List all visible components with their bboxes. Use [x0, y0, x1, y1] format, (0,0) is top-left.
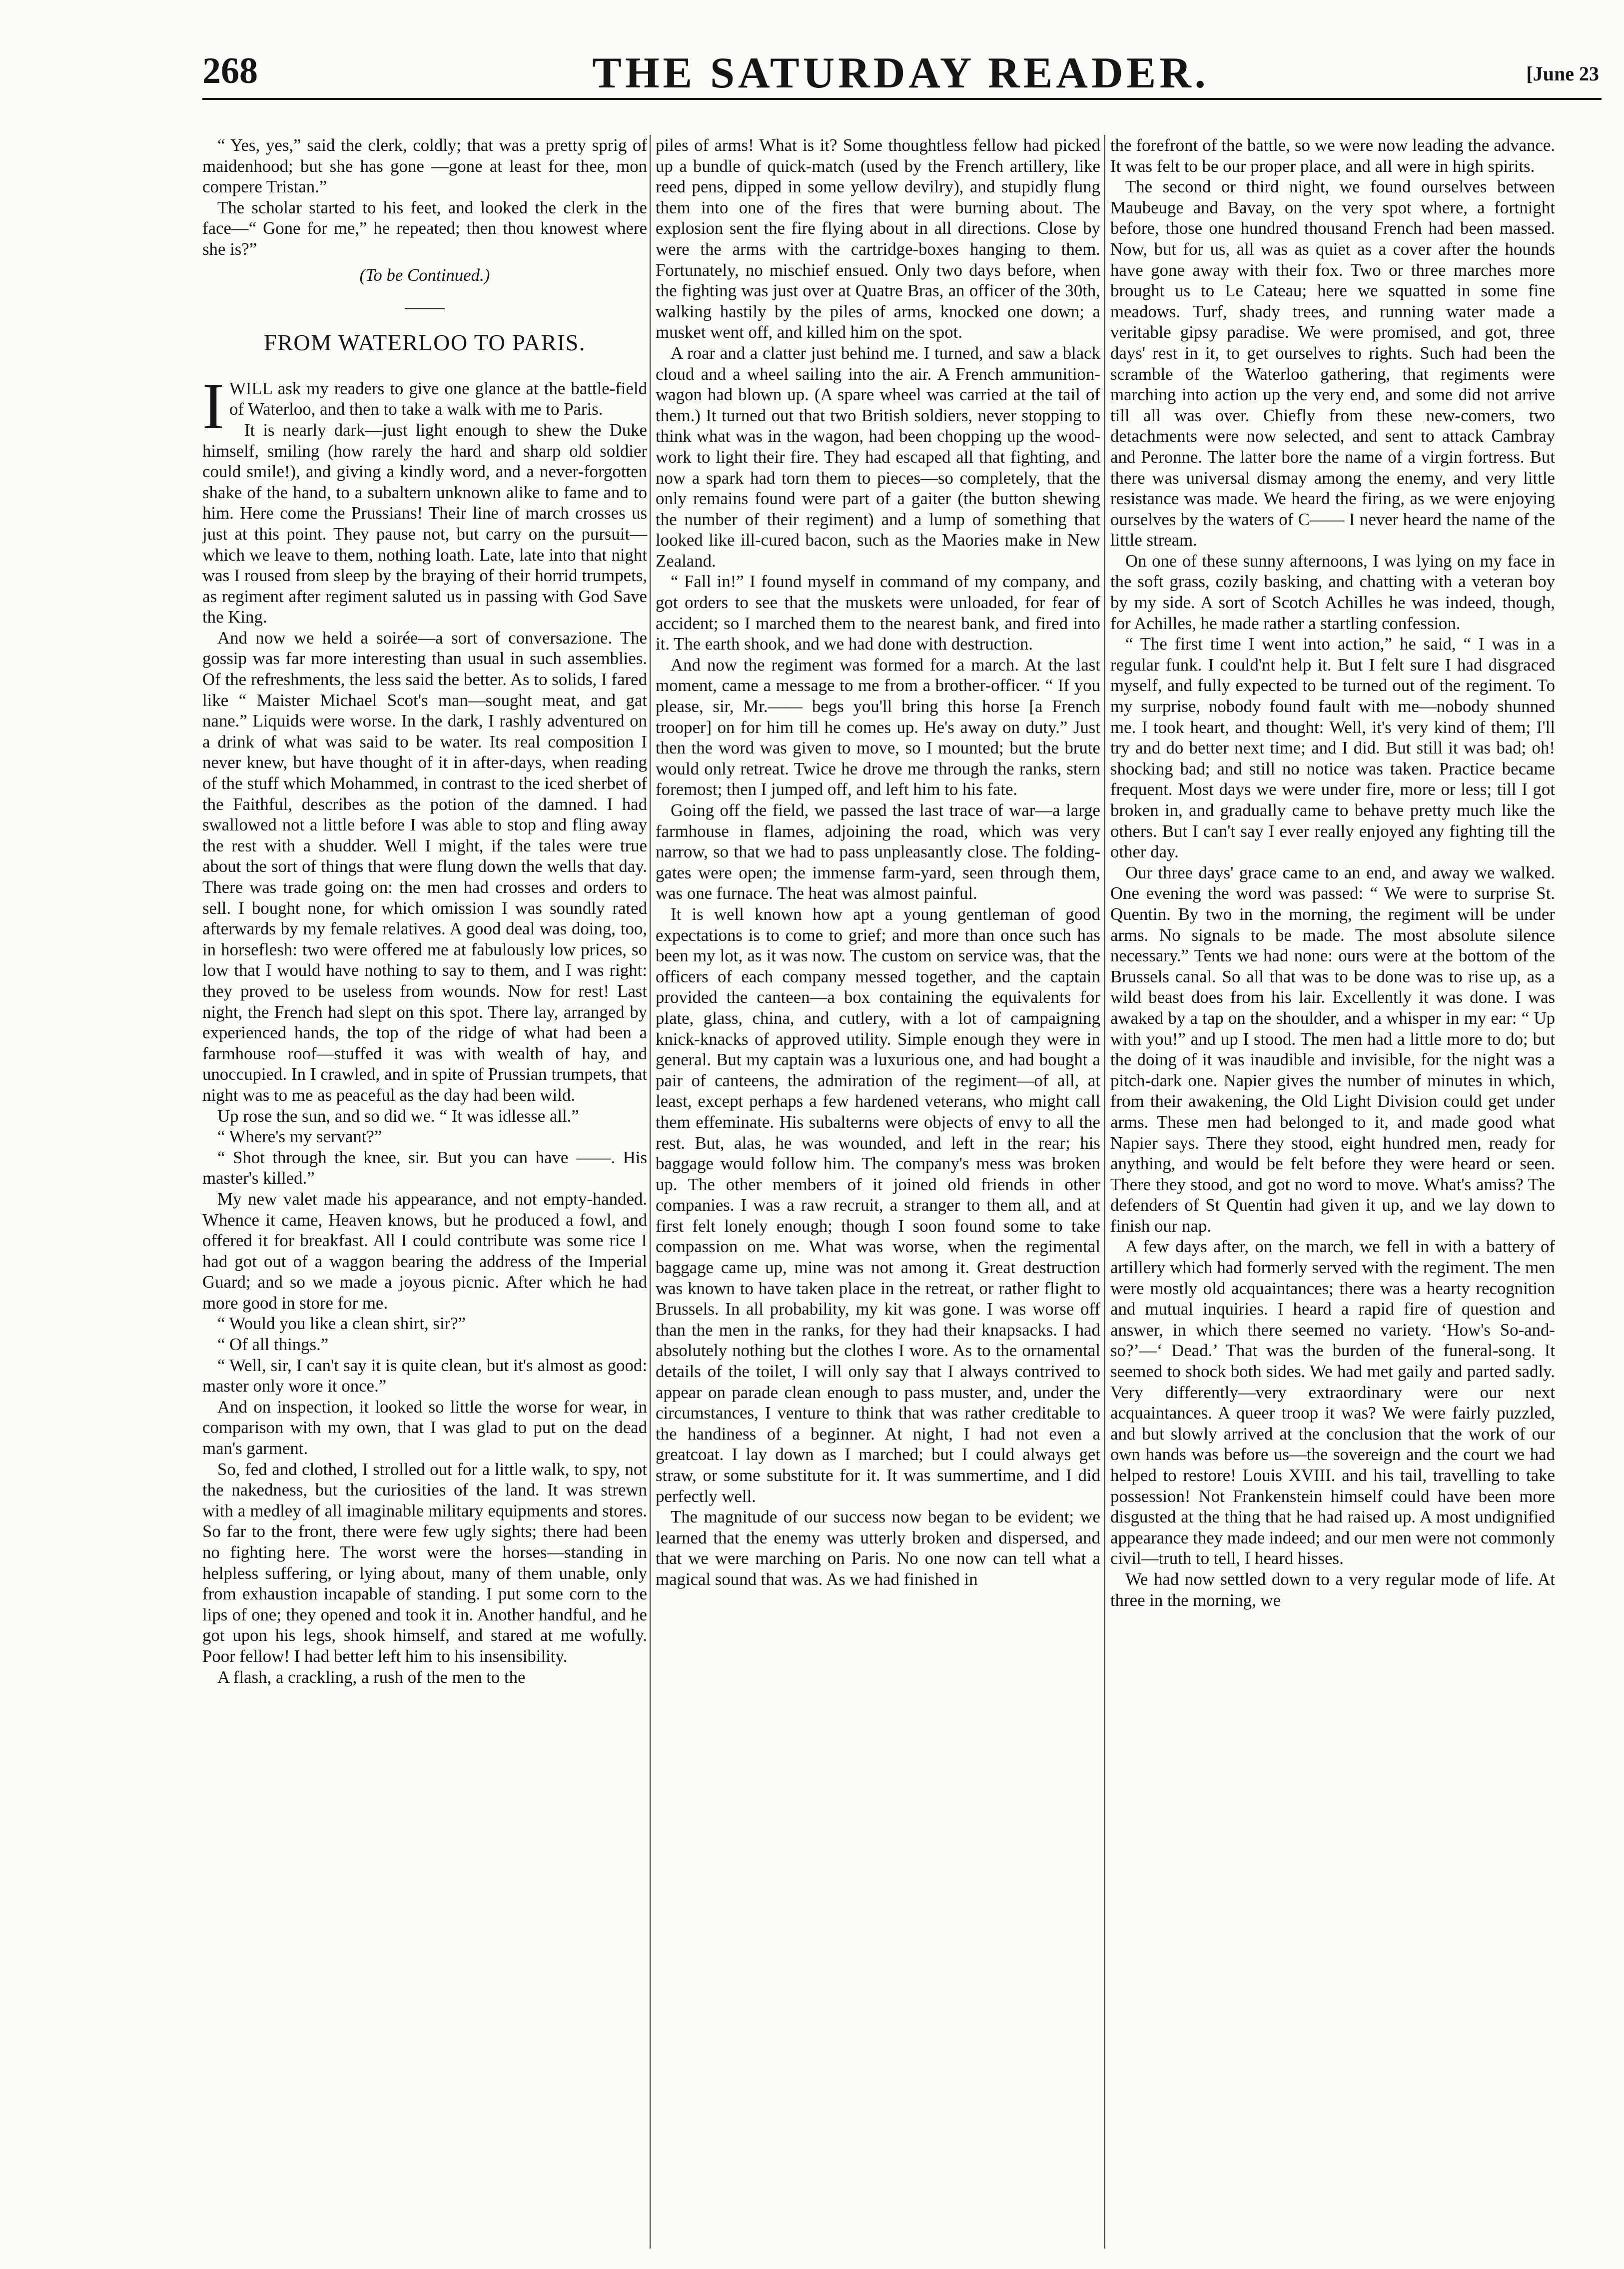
prev-article-paragraph: “ Yes, yes,” said the clerk, coldly; that was a pretty sprig of maidenhood; but she has gone —gone at least for thee, mon compere Tristan.” — [202, 135, 647, 197]
article-paragraph: Going off the field, we passed the last trace of war—a large farmhouse in flames, adjoining the road, which was very narrow, so that we had to pass unpleasantly close. The folding-gates were open; the immense farm-yard, seen through them, was one furnace. The heat was almost painful. — [656, 800, 1100, 903]
article-paragraph: And now we held a soirée—a sort of conversazione. The gossip was far more interesting than usual in such assemblies. Of the refreshments, the less said the better. As to solids, I fared like “ Maister Michael Scot's man—sought meat, and gat nane.” Liquids were worse. In the dark, I rashly adventured on a drink of what was said to be water. Its real composition I never knew, but have thought of it in after-days, when reading of the stuff which Mohammed, in contrast to the iced sherbet of the Faithful, describes as the potion of the damned. I had swallowed not a little before I was able to stop and fling away the rest with a shudder. Well I might, if the tales were true about the sort of things that were flung down the wells that day. There was trade going on: the men had crosses and orders to sell. I bought none, for which omission I was soundly rated afterwards by my female relatives. A good deal was doing, too, in horseflesh: two were offered me at fabulously low prices, so low that I would have nothing to say to them, and I was right: they proved to be useless from wounds. Now for rest! Last night, the French had slept on this spot. There lay, arranged by experienced hands, the top of the ridge of what had been a farmhouse roof—stuffed it was with wealth of hay, and unoccupied. In I crawled, and in spite of Prussian trumpets, that night was to me as peaceful as the day had been wild. — [202, 628, 647, 1105]
article-paragraph: My new valet made his appearance, and not empty-handed. Whence it came, Heaven knows, but he produced a fowl, and offered it for breakfast. All I could contribute was some rice I had got out of a waggon bearing the address of the Imperial Guard; and so we made a joyous picnic. After which he had more good in store for me. — [202, 1189, 647, 1313]
article-paragraph: On one of these sunny afternoons, I was lying on my face in the soft grass, cozily basking, and chatting with a veteran boy by my side. A sort of Scotch Achilles he was indeed, though, for Achilles, he made rather a startling confession. — [1110, 551, 1555, 633]
page-number: 268 — [202, 50, 258, 91]
column-1 — [202, 135, 647, 1687]
issue-date: [June 23 — [1526, 62, 1599, 85]
article-paragraph: A flash, a crackling, a rush of the men to the — [217, 1667, 526, 1687]
prev-article-paragraph: The scholar started to his feet, and looked the clerk in the face—“ Gone for me,” he repeated; then thou knowest where she is?” — [202, 197, 647, 259]
article-paragraph: “ The first time I went into action,” he said, “ I was in a regular funk. I could'nt help it. But I felt sure I had disgraced myself, and fully expected to be turned out of the regiment. To my surprise, nobody found fault with me—nobody shunned me. I took heart, and thought: Well, it's very kind of them; I'll try and do better next time; and I did. But still it was bad; oh! shocking bad; and still no notice was taken. Practice became frequent. Most days we were under fire, more or less; till I got broken in, and gradually came to behave pretty much like the others. But I can't say I ever really enjoyed any fighting till the other day. — [1110, 634, 1555, 862]
article-paragraph: The second or third night, we found ourselves between Maubeuge and Bavay, on the very spot where, a fortnight before, those one hundred thousand French had been massed. Now, but for us, all was as quiet as a cover after the hounds have gone away with their fox. Two or three marches more brought us to Le Cateau; here we squatted in some fine meadows. Turf, shady trees, and running water made a veritable gipsy paradise. We were promised, and got, three days' rest in it, to get ourselves to rights. Such had been the scramble of the Waterloo gathering, that regiments were marching into action up the very end, and some did not arrive till all was over. Chiefly from these new-comers, two detachments were now selected, and sent to attack Cambray and Peronne. The latter bore the name of a virgin fortress. But there was universal dismay among the enemy, and very little resistance was made. We heard the firing, as we were enjoying ourselves by the waters of C—— I never heard the name of the little stream. — [1110, 177, 1555, 550]
magazine-title: THE SATURDAY READER. — [592, 49, 1209, 97]
article-paragraph: piles of arms! What is it? Some thoughtless fellow had picked up a bundle of quick-match (used by the French artillery, like reed pens, dipped in some yellow devilry), and stupidly flung them into one of the fires that were burning about. The explosion sent the fire flying about in all directions. Close by were the arms with the cartridge-boxes hanging to them. Fortunately, no mischief ensued. Only two days before, when the fighting was just over at Quatre Bras, an officer of the 30th, walking hastily by the piles of arms, knocked one down; a musket went off, and killed him on the spot. — [656, 135, 1100, 342]
article-paragraph: “ Where's my servant?” — [217, 1127, 382, 1147]
opening-text: WILL ask my readers to give one glance at the battle-field of Waterloo, and then to take a walk with me to Paris. — [229, 378, 647, 419]
drop-cap: I — [202, 369, 224, 443]
article-paragraph: the forefront of the battle, so we were now leading the advance. It was felt to be our proper place, and all were in high spirits. — [1110, 135, 1555, 176]
article-paragraph: And now the regiment was formed for a march. At the last moment, came a message to me from a brother-officer. “ If you please, sir, Mr.—— begs you'll bring this horse [a French trooper] on for him till he comes up. He's away on duty.” Just then the word was given to move, so I mounted; but the brute would only retreat. Twice he drove me through the ranks, stern foremost; then I jumped off, and left him to his fate. — [656, 655, 1100, 799]
column-divider — [650, 135, 651, 2249]
section-rule — [405, 308, 445, 309]
article-paragraph — [202, 369, 647, 443]
article-paragraph: So, fed and clothed, I strolled out for a little walk, to spy, not the nakedness, but the curiosities of the land. It was strewn with a medley of all imaginable military equipments and stores. So far to the front, there were few ugly sights; there had been no fighting here. The worst were the horses—standing in helpless suffering, or lying about, many of them unable, only from exhaustion incapable of standing. I put some corn to the lips of one; they opened and took it in. Another handful, and he got upon his legs, shook himself, and stared at me wofully. Poor fellow! I had better left him to his insensibility. — [202, 1459, 647, 1666]
article-paragraph: A few days after, on the march, we fell in with a battery of artillery which had formerly served with the regiment. The men were mostly old acquaintances; there was a hearty recognition and mutual inquiries. I heard a rapid fire of question and answer, in which there seemed no variety. ‘How's So-and-so?’—‘ Dead.’ That was the burden of the funeral-song. It seemed to shock both sides. We had met gaily and parted sadly. Very differently—very extraordinary were our next acquaintances. A queer troop it was? We were fairly puzzled, and but slowly arrived at the conclusion that the work of our own hands was before us—the sovereign and the court we had helped to restore! Louis XVIII. and his tail, travelling to take possession! Not Frankenstein himself could have been more disgusted at the thing that he had raised up. A most undignified appearance they made indeed; and our men were not commonly civil—truth to tell, I heard hisses. — [1110, 1237, 1555, 1568]
article-paragraph: “ Fall in!” I found myself in command of my company, and got orders to see that the muskets were unloaded, for fear of accident; so I marched them to the nearest bank, and fired into it. The earth shook, and we had done with destruction. — [656, 572, 1100, 654]
article-paragraph: It is well known how apt a young gentleman of good expectations is to come to grief; and more than once such has been my lot, as it was now. The custom on service was, that the officers of each company messed together, and the captain provided the canteen—a box containing the equivalents for plate, glass, china, and cutlery, with a lot of campaigning knick-knacks of approved utility. Simple enough they were in general. But my captain was a luxurious one, and had bought a pair of canteens, the admiration of the regiment—of all, at least, except perhaps a few hardened veterans, who might call them effeminate. His subalterns were objects of envy to all the rest. But, alas, he was wounded, and left in the rear; his baggage would follow him. The company's mess was broken up. The other members of it joined old friends in other companies. I was a raw recruit, a stranger to them all, and at first felt lonely enough; though I soon found some to take compassion on me. What was worse, when the regimental baggage came up, mine was not among it. Great destruction was known to have taken place in the retreat, or rather flight to Brussels. In all probability, my kit was gone. I was worse off than the men in the ranks, for they had their knapsacks. I had absolutely nothing but the clothes I wore. As to the ornamental details of the toilet, I will only say that I always contrived to appear on parade clean enough to pass muster, and, under the circumstances, I venture to think that was rather creditable to the handiness of a beginner. At night, I had not even a greatcoat. I lay down as I marched; but I could always get straw, or some substitute for it. It was summertime, and I did perfectly well. — [656, 904, 1100, 1506]
header-rule — [202, 98, 1602, 100]
column-2 — [656, 135, 1100, 1590]
article-paragraph: And on inspection, it looked so little the worse for wear, in comparison with my own, that I was glad to put on the dead man's garment. — [202, 1397, 647, 1459]
column-divider — [1104, 135, 1105, 2249]
article-paragraph: We had now settled down to a very regular mode of life. At three in the morning, we — [1110, 1569, 1555, 1610]
article-paragraph: “ Well, sir, I can't say it is quite clean, but it's almost as good: master only wore it once.” — [202, 1355, 647, 1396]
article-paragraph: A roar and a clatter just behind me. I turned, and saw a black cloud and a wheel sailing into the air. A French ammunition-wagon had blown up. (A spare wheel was carried at the tail of them.) It turned out that two British soldiers, never stopping to think what was in the wagon, had been chopping up the wood-work to light their fire. They had escaped all that fighting, and now a spark had torn them to pieces—so completely, that the only remains found were part of a gaiter (the button shewing the number of their regiment) and a lump of something that looked like ill-cured bacon, such as the Maories make in New Zealand. — [656, 343, 1100, 571]
article-paragraph: Up rose the sun, and so did we. “ It was idlesse all.” — [217, 1106, 579, 1126]
article-paragraph: “ Would you like a clean shirt, sir?” — [217, 1314, 466, 1334]
article-paragraph: Our three days' grace came to an end, and away we walked. One evening the word was passed: “ We were to surprise St. Quentin. By two in the morning, the regiment will be under arms. No signals to be made. The most absolute silence necessary.” Tents we had none: ours were at the bottom of the Brussels canal. So all that was to be done was to rise up, as a wild beast does from his lair. Excellently it was done. I was awaked by a tap on the shoulder, and a whisper in my ear: “ Up with you!” and up I stood. The men had a little more to do; but the doing of it was inaudible and invisible, for the night was a pitch-dark one. Napier gives the number of minutes in which, from their awakening, the Old Light Division could get under arms. These men had belonged to it, and made good what Napier says. There they stood, eight hundred men, ready for anything, and would be felt before they were heard or seen. There they stood, and got no word to move. What's amiss? The defenders of St Quentin had given it up, and we lay down to finish our nap. — [1110, 862, 1555, 1236]
article-paragraph: The magnitude of our success now began to be evident; we learned that the enemy was utterly broken and dispersed, and that we were marching on Paris. No one now can tell what a magical sound that was. As we had finished in — [656, 1507, 1100, 1589]
column-3 — [1110, 135, 1555, 1610]
article-paragraph: “ Of all things.” — [217, 1335, 329, 1355]
article-paragraph: It is nearly dark—just light enough to shew the Duke himself, smiling (how rarely the hard and sharp old soldier could smile!), and giving a kindly word, and a never-forgotten shake of the hand, to a subaltern unknown alike to fame and to him. Here come the Prussians! Their line of march crosses us just at this point. They pause not, but carry on the pursuit—which we leave to them, nothing loath. Late, late into that night was I roused from sleep by the braying of their horrid trumpets, as regiment after regiment saluted us in passing with God Save the King. — [202, 420, 647, 627]
page-header — [202, 45, 1599, 100]
to-be-continued: (To be Continued.) — [359, 265, 490, 285]
article-title: FROM WATERLOO TO PARIS. — [264, 330, 586, 356]
article-paragraph: “ Shot through the knee, sir. But you can have ——. His master's killed.” — [202, 1147, 647, 1188]
